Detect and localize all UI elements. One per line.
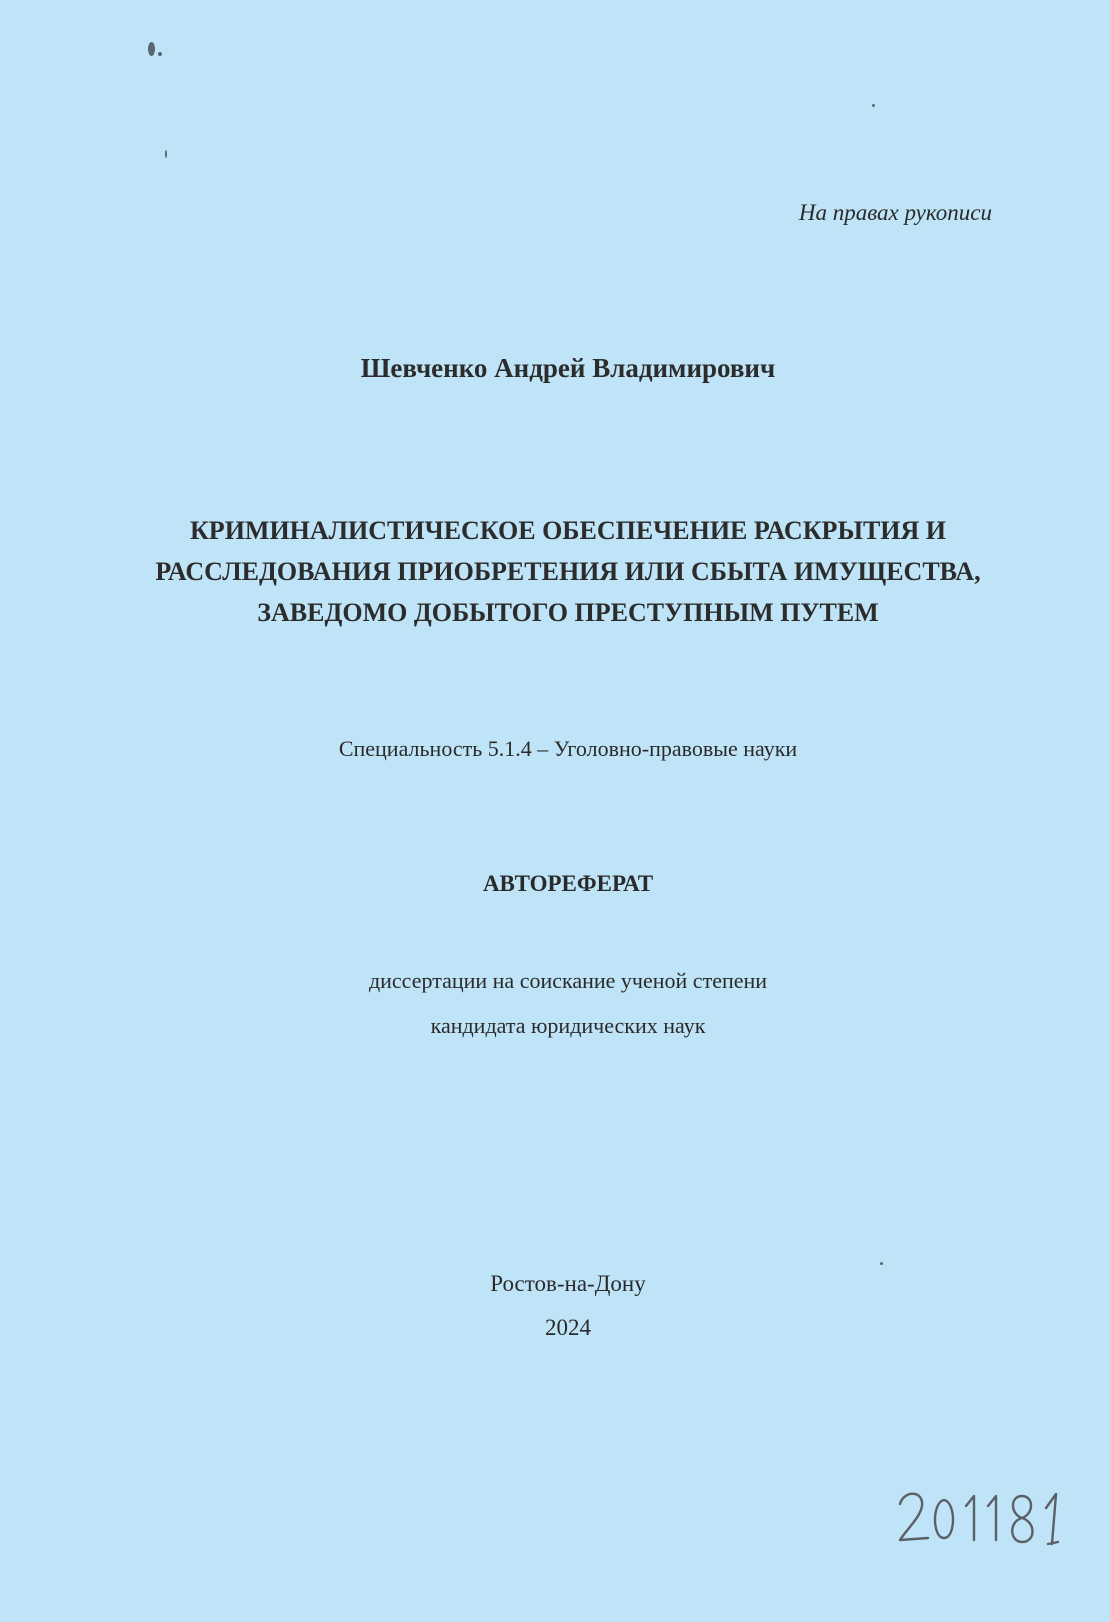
manuscript-note: На правах рукописи: [798, 200, 992, 225]
city-name: Ростов-на-Дону: [490, 1271, 646, 1296]
degree-line: диссертации на соискание ученой степени: [368, 968, 768, 993]
document-type: АВТОРЕФЕРАТ: [482, 871, 654, 896]
speck-mark: [158, 52, 162, 56]
speck-mark: [148, 42, 155, 56]
degree-line: кандидата юридических наук: [430, 1013, 706, 1038]
dissertation-title: [0, 510, 1110, 633]
author-name: Шевченко Андрей Владимирович: [360, 353, 776, 383]
handwritten-number: [894, 1478, 1070, 1554]
speck-mark: [165, 150, 167, 158]
speck-mark: [872, 104, 875, 107]
title-line: КРИМИНАЛИСТИЧЕСКОЕ ОБЕСПЕЧЕНИЕ РАСКРЫТИЯ И: [189, 516, 947, 545]
specialty-line: Специальность 5.1.4 – Уголовно-правовые науки: [338, 736, 798, 761]
place-and-year: [0, 1262, 1110, 1350]
publication-year: 2024: [545, 1315, 591, 1340]
degree-description: [0, 958, 1110, 1048]
title-line: ЗАВЕДОМО ДОБЫТОГО ПРЕСТУПНЫМ ПУТЕМ: [257, 598, 879, 627]
title-line: РАССЛЕДОВАНИЯ ПРИОБРЕТЕНИЯ ИЛИ СБЫТА ИМУЩЕСТВА,: [155, 557, 981, 586]
